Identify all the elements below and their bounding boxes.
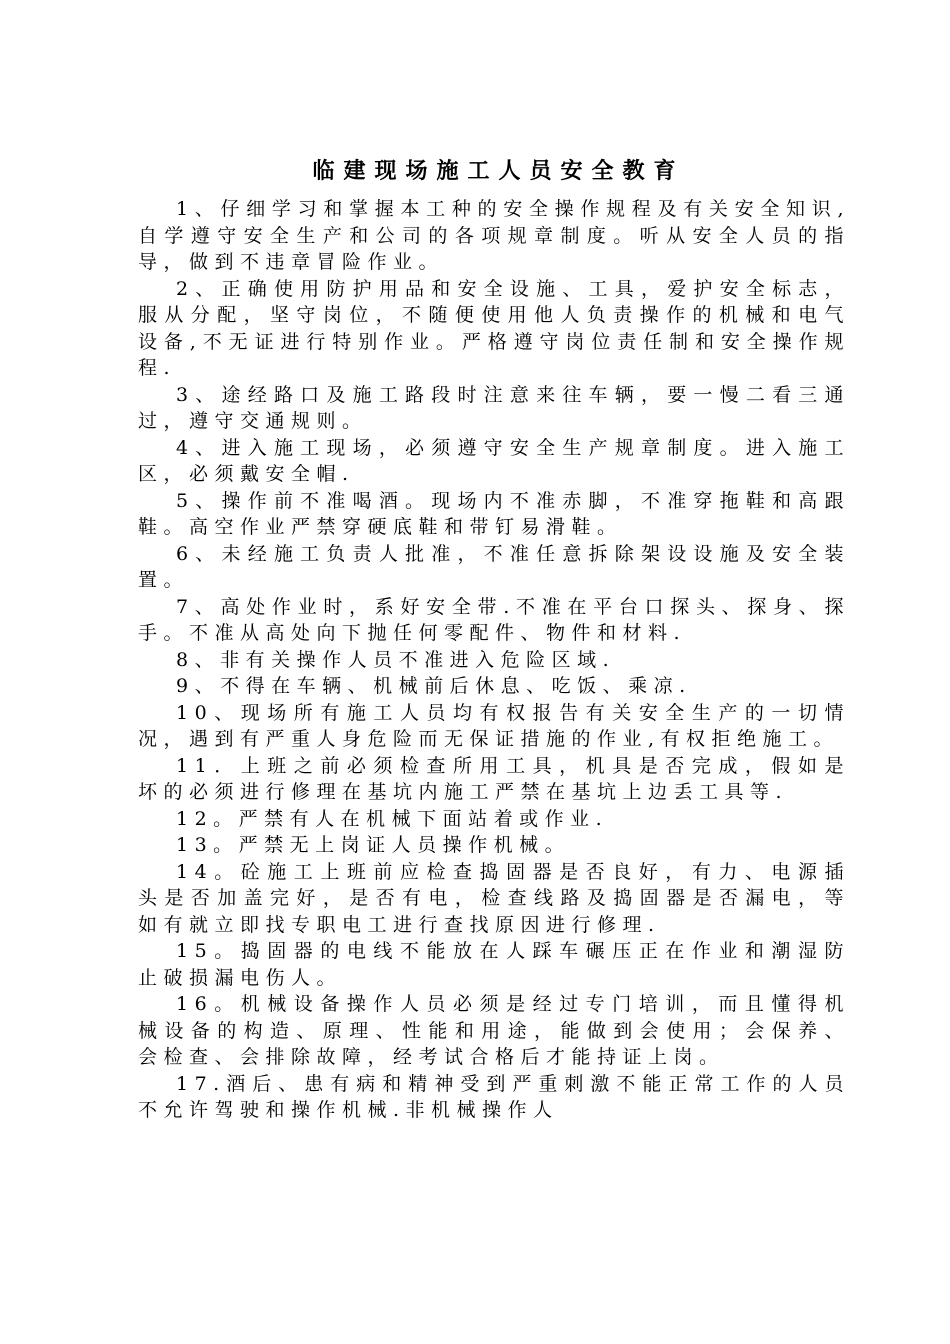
document-body <box>138 196 850 1124</box>
paragraph-13: 13。严禁无上岗证人员操作机械。 <box>176 834 571 856</box>
paragraph-11: 11．上班之前必须检查所用工具，机具是否完成，假如是坏的必须进行修理在基坑内施工严禁在基坑上边丢工具等. <box>138 754 850 803</box>
paragraph-8: 8、非有关操作人员不准进入危险区域. <box>176 648 616 671</box>
paragraph-6: 6、未经施工负责人批准，不准任意拆除架设设施及安全装置。 <box>138 542 850 591</box>
paragraph-3: 3、途经路口及施工路段时注意来往车辆，要一慢二看三通过，遵守交通规则。 <box>138 383 850 432</box>
paragraph-14: 14。砼施工上班前应检查捣固器是否良好，有力、电源插头是否加盖完好，是否有电，检查线路及捣固器是否漏电，等如有就立即找专职电工进行查找原因进行修理. <box>138 860 850 936</box>
paragraph-5: 5、操作前不准喝酒。现场内不准赤脚，不准穿拖鞋和高跟鞋。高空作业严禁穿硬底鞋和带钉易滑鞋。 <box>138 489 850 538</box>
document-title: 临建现场施工人员安全教育 <box>312 159 685 184</box>
paragraph-1: 1、仔细学习和掌握本工种的安全操作规程及有关安全知识,自学遵守安全生产和公司的各项规章制度。听从安全人员的指导，做到不违章冒险作业。 <box>138 198 850 273</box>
document-page <box>138 150 850 1124</box>
paragraph-4: 4、进入施工现场，必须遵守安全生产规章制度。进入施工区，必须戴安全帽. <box>138 436 850 485</box>
paragraph-7: 7、高处作业时，系好安全带.不准在平台口探头、探身、探手。不准从高处向下抛任何零配件、物件和材料. <box>138 595 850 644</box>
paragraph-9: 9、不得在车辆、机械前后休息、吃饭、乘凉. <box>176 675 692 697</box>
paragraph-17: 17.酒后、患有病和精神受到严重刺激不能正常工作的人员不允许驾驶和操作机械.非机械操作人 <box>138 1072 850 1121</box>
paragraph-10: 10、现场所有施工人员均有权报告有关安全生产的一切情况，遇到有严重人身危险而无保证措施的作业,有权拒绝施工。 <box>138 701 850 750</box>
paragraph-12: 12。严禁有人在机械下面站着或作业. <box>176 807 609 830</box>
paragraph-16: 16。机械设备操作人员必须是经过专门培训，而且懂得机械设备的构造、原理、性能和用途，能做到会使用；会保养、会检查、会排除故障，经考试合格后才能持证上岗。 <box>138 993 850 1068</box>
paragraph-2: 2、正确使用防护用品和安全设施、工具，爱护安全标志，服从分配，坚守岗位，不随便使用他人负责操作的机械和电气设备,不无证进行特别作业。严格遵守岗位责任制和安全操作规程. <box>138 277 850 379</box>
paragraph-15: 15。捣固器的电线不能放在人踩车碾压正在作业和潮湿防止破损漏电伤人。 <box>138 940 850 989</box>
